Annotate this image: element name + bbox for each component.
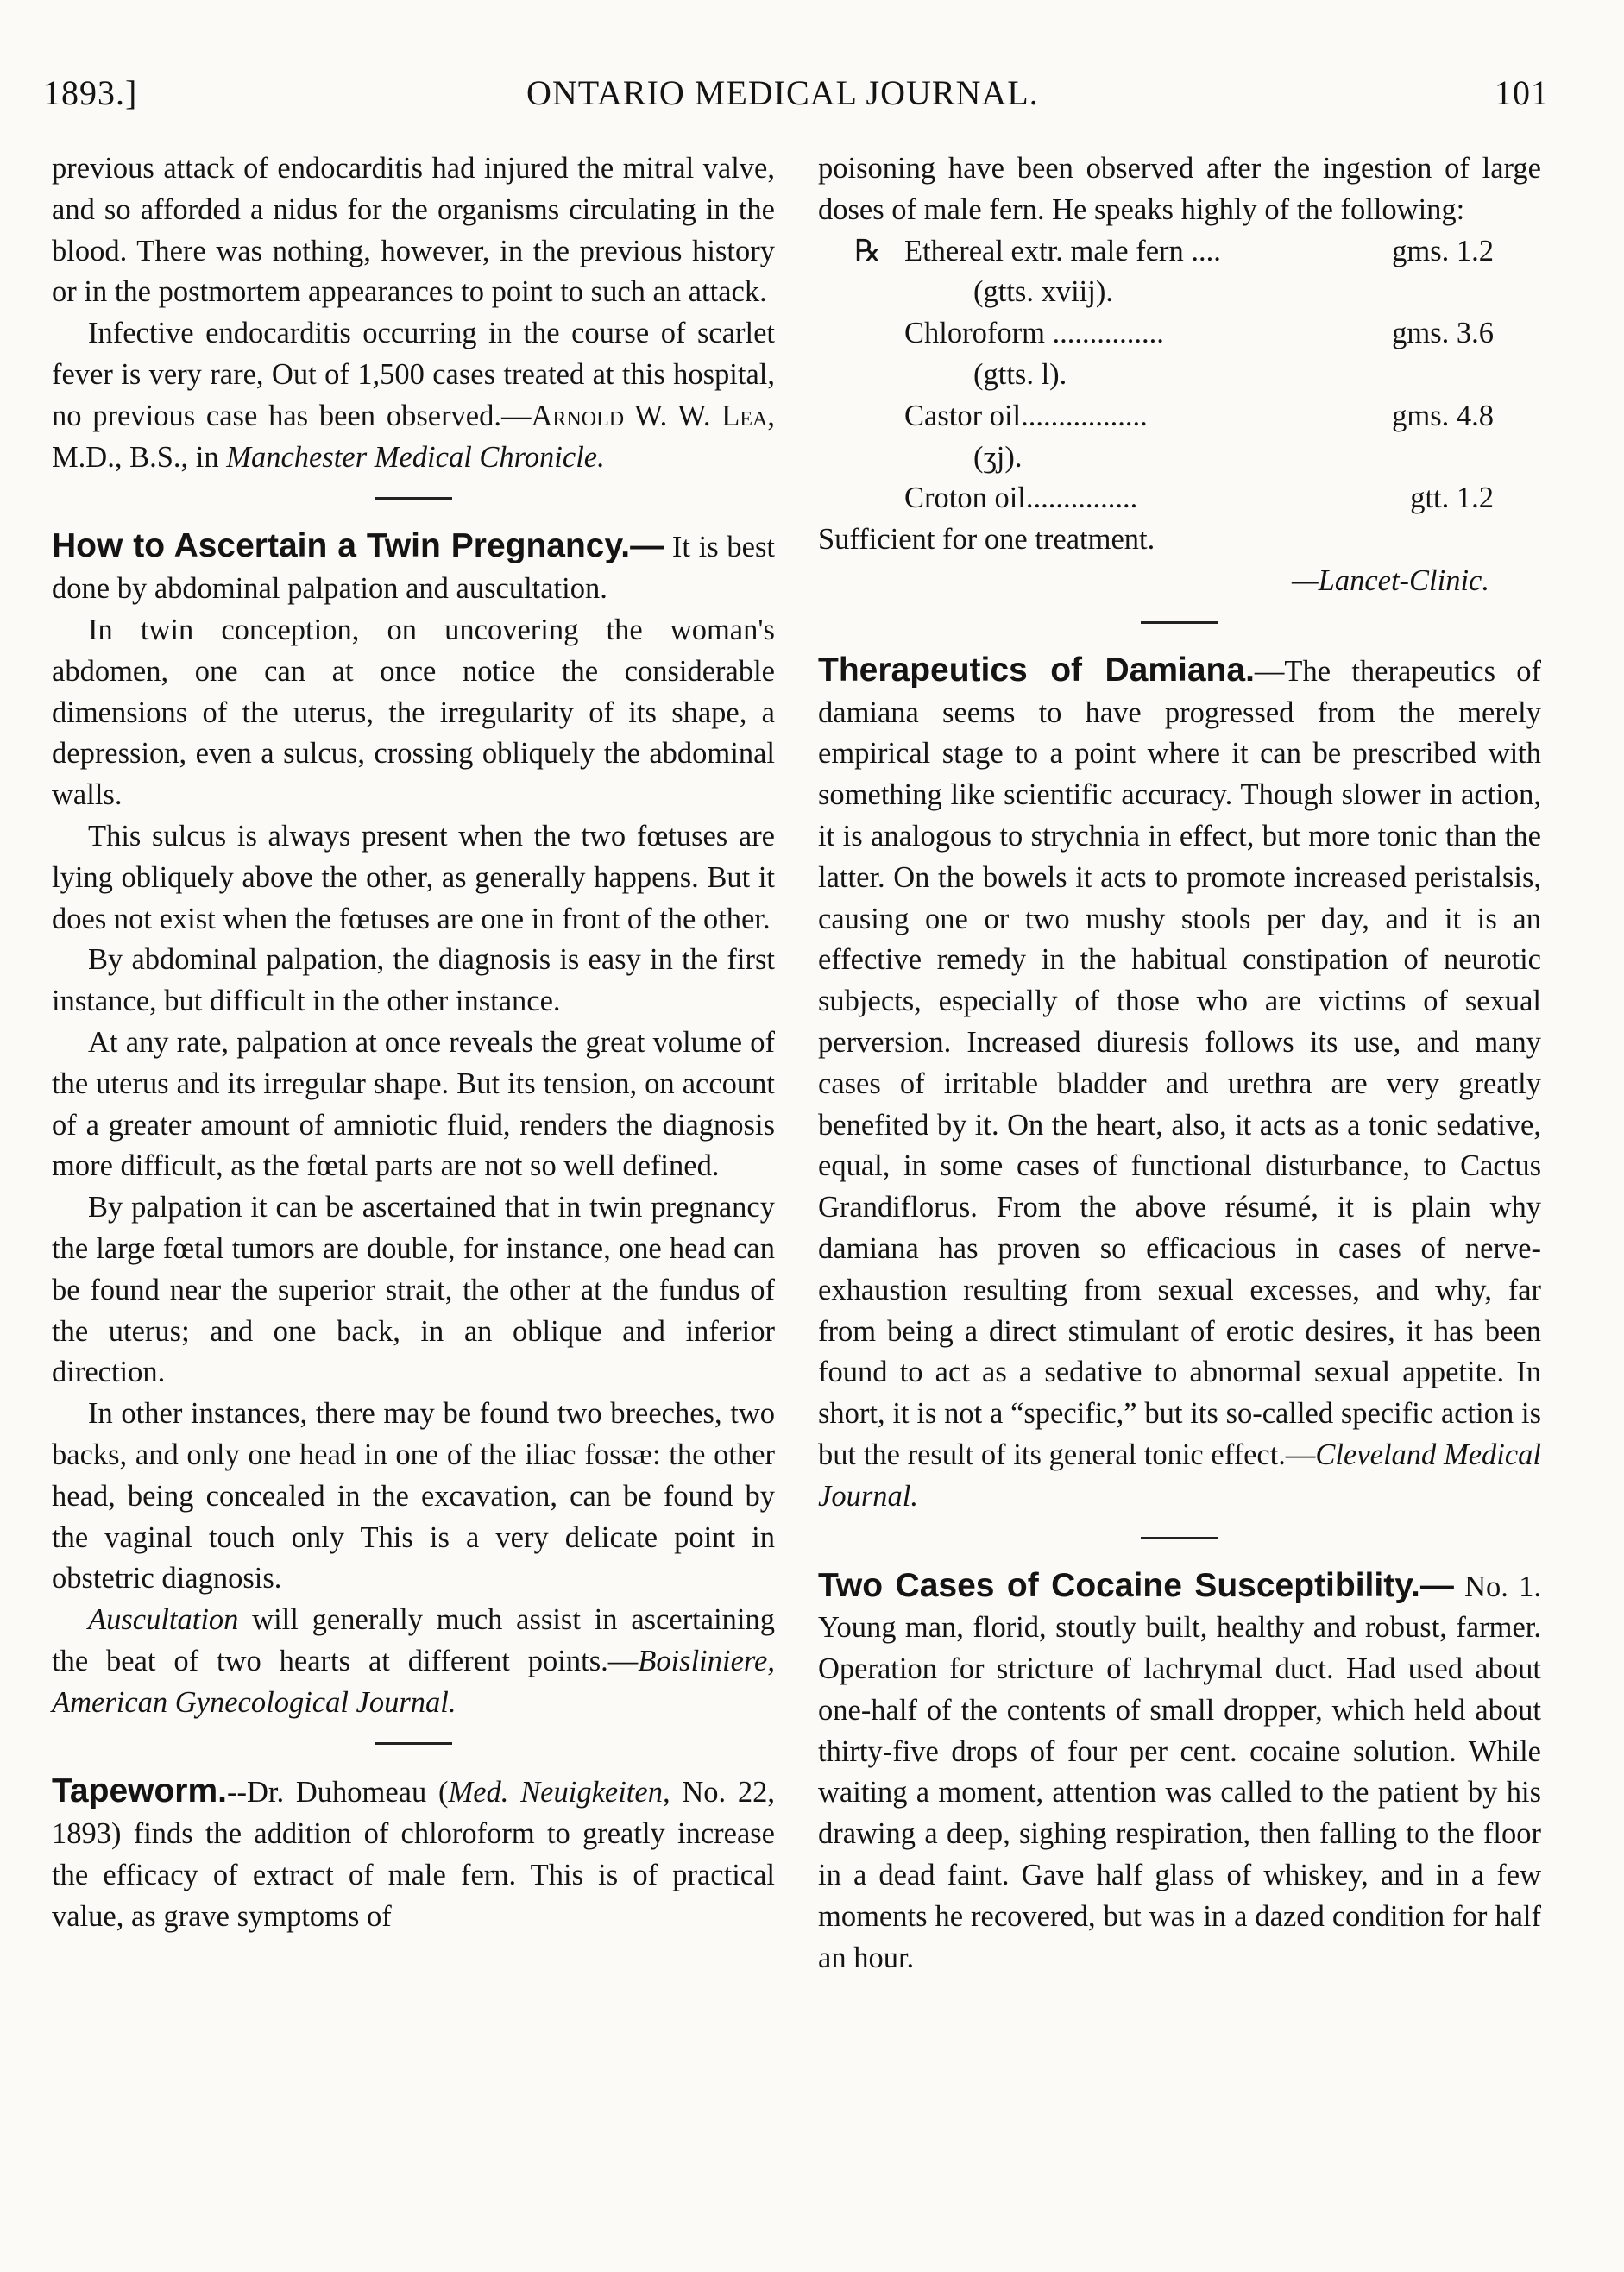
conclusion-text: Infective endocarditis occurring in the course of scarlet fever is very rare, Out of 1,500 cases treated at this hospital, no previous case has been observed.— <box>52 317 775 432</box>
page-number: 101 <box>1495 73 1549 112</box>
twin-paragraph <box>52 1600 775 1723</box>
section-divider <box>1141 621 1218 624</box>
source-citation: —Lancet-Clinic. <box>1291 563 1489 597</box>
prescription <box>818 231 1541 520</box>
source-citation: Boisliniere, American Gynecological Journal. <box>52 1644 775 1719</box>
damiana-heading: Therapeutics of Damiana. <box>818 651 1255 689</box>
twin-paragraph: This sulcus is always present when the two fœtuses are lying obliquely above the other, as generally happens. But it does not exist when the fœtuses are one in front of the other. <box>52 819 775 935</box>
endocarditis-conclusion <box>52 313 775 478</box>
header-year: 1893.] <box>43 73 138 112</box>
rx-dose: (gtts. xviij). <box>973 275 1113 309</box>
tapeworm-continuation: poisoning have been observed after the ingestion of large doses of male fern. He speaks highly of the following: <box>818 152 1541 226</box>
twin-paragraph: By abdominal palpation, the diagnosis is easy in the first instance, but difficult in the other instance. <box>52 943 775 1018</box>
auscultation-text: will generally much assist in ascertaining the beat of two hearts at different points.— <box>52 1603 775 1677</box>
section-divider <box>375 497 452 500</box>
rx-amount: gms. 3.6 <box>1392 317 1494 350</box>
rx-amount: gtt. 1.2 <box>1410 481 1494 515</box>
tapeworm-text: --Dr. Duhomeau ( <box>226 1776 449 1809</box>
rx-ingredient: Chloroform ............... <box>904 317 1164 350</box>
cocaine-text: No. 1. Young man, florid, stoutly built, healthy and robust, farmer. Operation for stricture of lachrymal duct. Had used about one-half of the contents of small dropper, which held about thirty-five drops of four per cent. cocaine solution. While waiting a moment, attention was called to the patient by his drawing a deep, sighing respiration, then falling to the floor in a dead faint. Gave half glass of whiskey, and in a few moments he recovered, but was in a dazed condition for half an hour. <box>818 1570 1541 1974</box>
section-divider <box>1141 1537 1218 1539</box>
prescription-row <box>818 313 1541 355</box>
rx-symbol: ℞ <box>854 234 881 267</box>
damiana-text: —The therapeutics of damiana seems to have progressed from the merely empirical stage to a point where it can be prescribed with something like scientific accuracy. Though slower in action, it is analogous to strychnia in effect, but more tonic than the latter. On the bowels it acts to promote increased peristalsis, causing one or two mushy stools per day, and it is an effective remedy in the habitual constipation of neurotic subjects, especially of those who are victims of sexual perversion. Increased diuresis follows its use, and many cases of irritable bladder and urethra are very greatly benefited by it. On the heart, also, it acts as a tonic sedative, equal, in some cases of functional disturbance, to Cactus Grandiflorus. From the above résumé, it is plain why damiana has proven so efficacious in cases of nerve-exhaustion resulting from sexual excesses, and why, far from being a direct stimulant of erotic desires, it has been found to act as a sedative to abnormal sexual appetite. In short, it is not a “specific,” but its so-called specific action is but the result of its general tonic effect.— <box>818 654 1541 1471</box>
auscultation-term: Auscultation <box>88 1603 239 1637</box>
page-header <box>43 72 1549 124</box>
twin-heading: How to Ascertain a Twin Pregnancy.— <box>52 527 664 565</box>
tapeworm-lead <box>52 1771 775 1937</box>
prescription-row <box>818 478 1541 519</box>
prescription-row <box>818 396 1541 437</box>
journal-title: ONTARIO MEDICAL JOURNAL. <box>526 73 1039 112</box>
damiana-article <box>818 650 1541 1518</box>
rx-dose: (ʒj). <box>973 440 1023 474</box>
author-name: Arnold W. W. Lea <box>531 399 768 432</box>
prescription-row <box>818 231 1541 273</box>
tapeworm-heading: Tapeworm. <box>52 1772 227 1810</box>
right-column <box>818 148 1541 1979</box>
prescription-note: Sufficient for one treatment. <box>818 523 1155 557</box>
twin-lead-text: It is best done by abdominal palpation and auscultation. <box>52 531 775 606</box>
section-divider <box>375 1742 452 1745</box>
prescription-row <box>818 272 1541 313</box>
tapeworm-text: No. 22, 1893) finds the addition of chloroform to greatly increase the efficacy of extract of male fern. This is of practical value, as grave symptoms of <box>52 1776 776 1933</box>
twin-paragraph: In twin conception, on uncovering the woman's abdomen, one can at once notice the considerable dimensions of the uterus, the irregularity of its shape, a depression, even a sulcus, crossing obliquely the abdominal walls. <box>52 613 775 812</box>
prescription-row <box>818 355 1541 396</box>
prescription-row <box>818 437 1541 479</box>
twin-paragraph: In other instances, there may be found two breeches, two backs, and only one head in one of the iliac fossæ: the other head, being concealed in the excavation, can be found by the vaginal touch only This is a very delicate point in obstetric diagnosis. <box>52 1397 775 1595</box>
twin-lead <box>52 526 775 610</box>
rx-ingredient: Ethereal extr. male fern .... <box>904 234 1221 267</box>
tapeworm-source: Med. Neuigkeiten, <box>448 1776 670 1809</box>
left-column <box>52 148 775 1938</box>
twin-paragraph: By palpation it can be ascertained that in twin pregnancy the large fœtal tumors are double, for instance, one head can be found near the superior strait, the other at the fundus of the uterus; and one back, in an oblique and inferior direction. <box>52 1191 775 1389</box>
rx-ingredient: Castor oil................. <box>904 399 1148 432</box>
rx-ingredient: Croton oil............... <box>904 481 1138 515</box>
twin-paragraph: At any rate, palpation at once reveals the great volume of the uterus and its irregular shape. But its tension, on account of a greater amount of amniotic fluid, renders the diagnosis more difficult, as the fœtal parts are not so well defined. <box>52 1025 775 1183</box>
rx-dose: (gtts. l). <box>973 357 1067 391</box>
rx-amount: gms. 1.2 <box>1392 234 1494 267</box>
cocaine-article <box>818 1565 1541 1979</box>
cocaine-heading: Two Cases of Cocaine Susceptibility.— <box>818 1566 1454 1604</box>
source-citation: Cleveland Medical Journal. <box>818 1438 1541 1513</box>
endocarditis-paragraph: previous attack of endocarditis had injured the mitral valve, and so afforded a nidus for the organisms circulating in the blood. There was nothing, however, in the previous history or in the postmortem appearances to point to such an attack. <box>52 152 775 309</box>
author-degrees: , M.D., B.S., in <box>52 399 775 474</box>
rx-amount: gms. 4.8 <box>1392 399 1494 432</box>
source-citation: Manchester Medical Chronicle. <box>226 440 605 474</box>
